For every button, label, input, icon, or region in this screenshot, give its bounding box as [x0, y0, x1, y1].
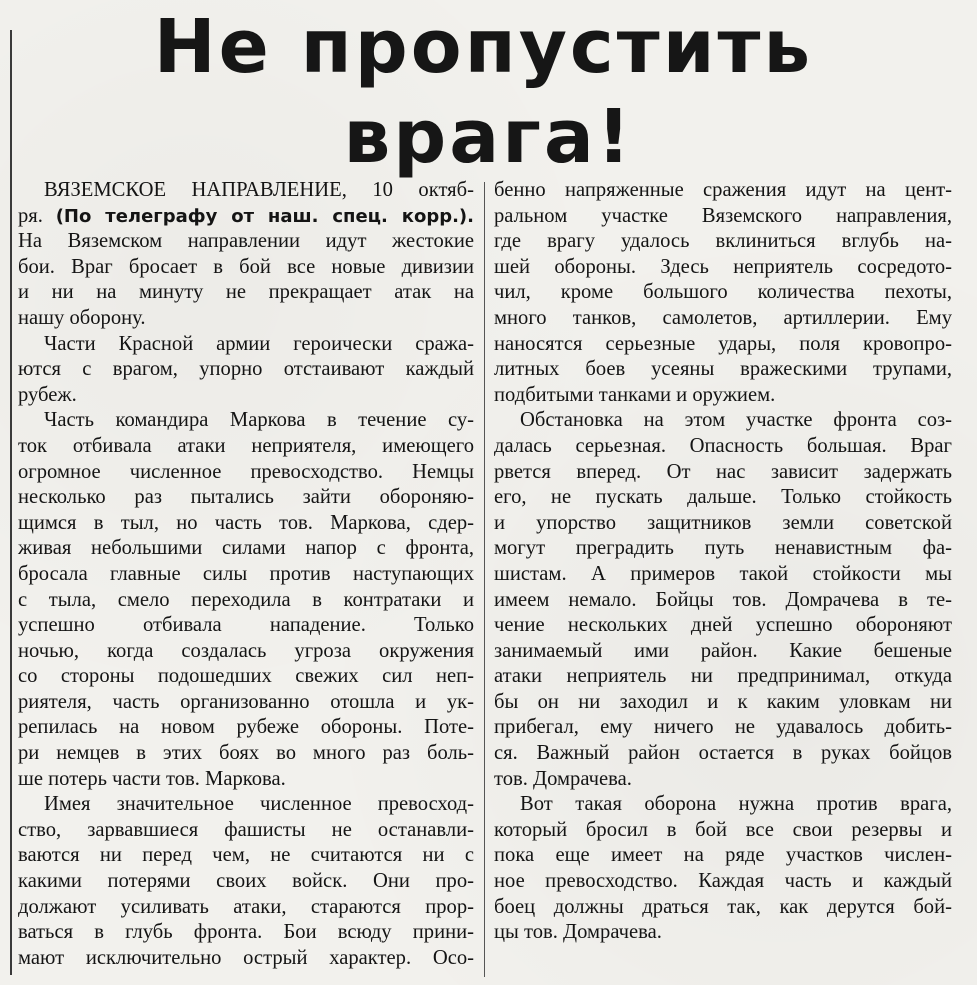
text-line: атаки неприятель ни предпринимал, откуда: [494, 665, 952, 688]
text-line: чение нескольких дней успешно обороняют: [494, 614, 952, 637]
text-line: ся. Важный район остается в руках бойцов: [494, 742, 952, 765]
text-line: несколько раз пытались зайти обороняю-: [18, 486, 474, 509]
text-line: рубеж.: [18, 383, 77, 406]
text-line: Вот такая оборона нужна против врага,: [520, 793, 952, 816]
dateline-continuation: [18, 204, 474, 230]
text-line: имеем немало. Бойцы тов. Домрачева в те-: [494, 588, 952, 611]
text-line: подбитыми танками и оружием.: [494, 383, 776, 406]
text-line: рвется вперед. От нас зависит задержать: [494, 460, 952, 483]
column-divider: [484, 182, 485, 977]
text-line: мают исключительно острый характер. Осо-: [18, 946, 474, 969]
text-line: бросала главные силы против наступающих: [18, 562, 474, 585]
text-line: боец должны драться так, как дерутся бой-: [494, 895, 952, 918]
text-line: где врагу удалось вклиниться вглубь на-: [494, 230, 952, 253]
text-line: могут преградить путь ненавистным фа-: [494, 537, 952, 560]
text-line: должают усиливать атаки, стараются прор-: [18, 895, 474, 918]
dateline: ВЯЗЕМСКОЕ НАПРАВЛЕНИЕ, 10 октяб-: [44, 179, 474, 201]
text-line: бы он ни заходил и к каким уловкам ни: [494, 690, 952, 713]
text-line: бенно напряженные сражения идут на цент-: [494, 179, 952, 201]
text-line: На Вяземском направлении идут жестокие: [18, 230, 474, 253]
text-line: репилась на новом рубеже обороны. Поте-: [18, 716, 474, 739]
text-line: цы тов. Домрачева.: [494, 921, 662, 944]
text-line: чил, кроме большого количества пехоты,: [494, 281, 952, 304]
text-line: наносятся серьезные удары, поля кровопро-: [494, 332, 952, 355]
text-line: ральном участке Вяземского направления,: [494, 204, 952, 227]
text-line: Части Красной армии героически сража-: [44, 332, 474, 355]
text-line: бои. Враг бросает в бой все новые дивизии: [18, 255, 474, 278]
text-line: ство, зарвавшиеся фашисты не останавли-: [18, 818, 474, 841]
text-line: Часть командира Маркова в течение су-: [44, 409, 474, 432]
text-line: шей обороны. Здесь неприятель сосредото-: [494, 255, 952, 278]
text-line: щимся в тыл, но часть тов. Маркова, сдер-: [18, 511, 474, 534]
text-line: какими потерями своих войск. Они про-: [18, 870, 474, 893]
text-line: и ни на минуту не прекращает атак на: [18, 281, 474, 304]
text-line: пока еще имеет на ряде участков числен-: [494, 844, 952, 867]
text-line: много танков, самолетов, артиллерии. Ему: [494, 306, 952, 329]
text-line: огромное численное превосходство. Немцы: [18, 460, 474, 483]
text-line: литных боев усеяны вражескими трупами,: [494, 358, 952, 381]
text-line: живая небольшими силами напор с фронта,: [18, 537, 474, 560]
article-column-left: [18, 178, 474, 971]
text-line: тов. Домрачева.: [494, 767, 632, 790]
text-line: шистам. А примеров такой стойкости мы: [494, 562, 952, 585]
headline-line-1: Не пропустить: [153, 4, 814, 90]
text-line: ются с врагом, упорно отстаивают каждый: [18, 358, 474, 381]
text-line: ток отбивала атаки неприятеля, имеющего: [18, 434, 474, 457]
text-line: Имея значительное численное превосход-: [44, 793, 474, 816]
text-line: далась серьезная. Опасность большая. Враг: [494, 434, 952, 457]
headline-line-2: врага!: [343, 94, 634, 180]
text-line: ночью, когда создалась угроза окружения: [18, 639, 474, 662]
text-line: нашу оборону.: [18, 306, 146, 329]
dateline-end: ря.: [18, 204, 43, 227]
text-line: ваются ни перед чем, не считаются ни с: [18, 844, 474, 867]
text-line: занимаемый ими район. Какие бешеные: [494, 639, 952, 662]
text-line: ваться в глубь фронта. Бои всюду прини-: [18, 921, 474, 944]
text-line: и упорство защитников земли советской: [494, 511, 952, 534]
text-line: ное превосходство. Каждая часть и каждый: [494, 870, 952, 893]
text-line: ше потерь части тов. Маркова.: [18, 767, 286, 790]
text-line: успешно отбивала нападение. Только: [18, 614, 474, 637]
text-line: со стороны подошедших свежих сил неп-: [18, 665, 474, 688]
text-line: риятеля, часть организованно отошла и ук-: [18, 690, 474, 713]
article-column-right: [494, 178, 952, 946]
text-line: который бросил в бой все свои резервы и: [494, 818, 952, 841]
text-line: его, не пускать дальше. Только стойкость: [494, 486, 952, 509]
source-credit: (По телеграфу от наш. спец. корр.).: [55, 205, 474, 227]
text-line: с тыла, смело переходила в контратаки и: [18, 588, 474, 611]
text-line: прибегал, ему ничего не удавалось добить-: [494, 716, 952, 739]
headline: [0, 4, 977, 180]
text-line: ри немцев в этих боях во много раз боль-: [18, 742, 474, 765]
text-line: Обстановка на этом участке фронта соз-: [520, 409, 952, 432]
